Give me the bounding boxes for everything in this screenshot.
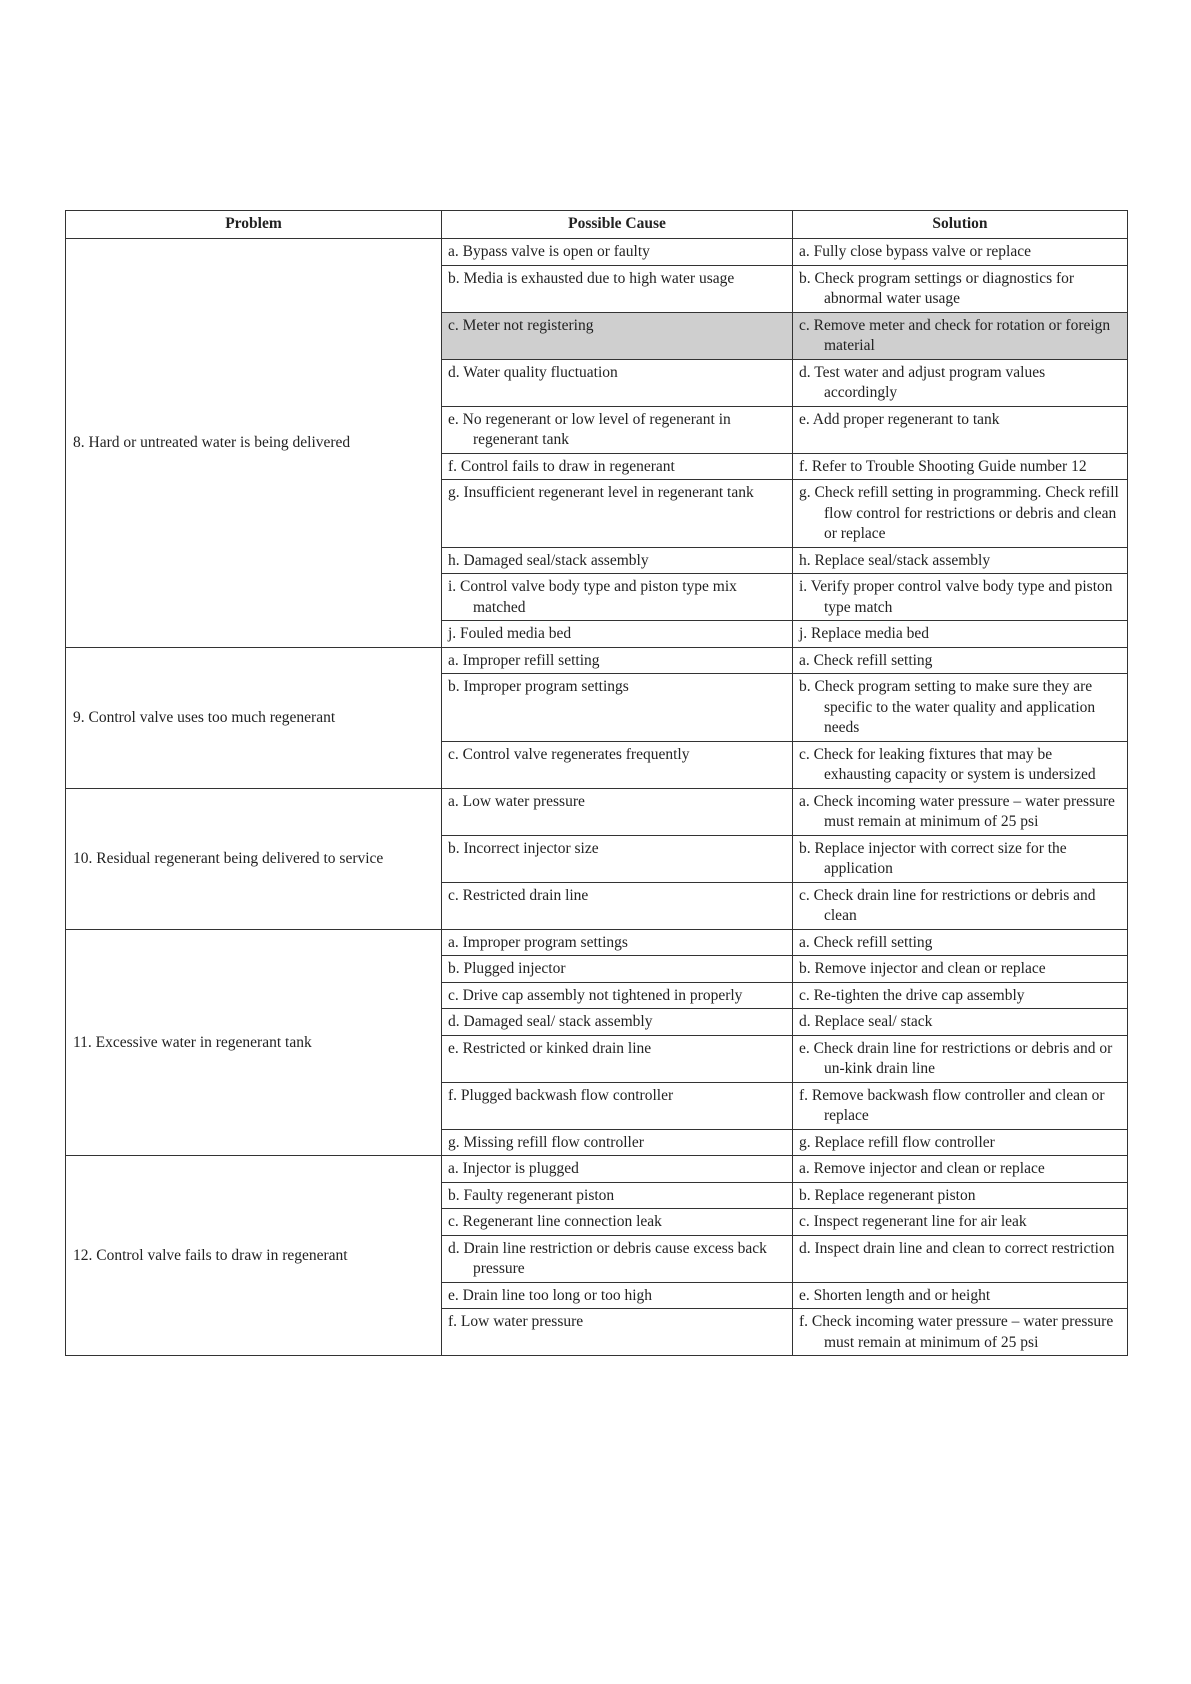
problem-cell: 9. Control valve uses too much regenerant: [66, 647, 442, 788]
cause-cell: [442, 547, 793, 574]
solution-cell: [793, 1156, 1128, 1183]
header-solution: Solution: [793, 211, 1128, 239]
solution-text: b. Check program setting to make sure they are specific to the water quality and application needs: [799, 678, 1096, 736]
solution-text: a. Check incoming water pressure – water pressure must remain at minimum of 25 psi: [799, 792, 1115, 830]
solution-text: f. Refer to Trouble Shooting Guide number 12: [799, 457, 1087, 475]
table-body: [66, 239, 1128, 1356]
cause-text: i. Control valve body type and piston type mix matched: [448, 578, 737, 616]
cause-text: c. Drive cap assembly not tightened in properly: [448, 986, 743, 1004]
solution-cell: [793, 929, 1128, 956]
solution-cell: [793, 359, 1128, 406]
cause-cell: [442, 1282, 793, 1309]
cause-cell: [442, 647, 793, 674]
cause-cell: [442, 1209, 793, 1236]
cause-text: b. Plugged injector: [448, 960, 566, 977]
troubleshooting-table: [65, 210, 1128, 1356]
solution-cell: [793, 312, 1128, 359]
solution-cell: [793, 982, 1128, 1009]
cause-cell: [442, 574, 793, 621]
cause-cell: [442, 1182, 793, 1209]
solution-text: e. Shorten length and or height: [799, 1286, 991, 1304]
solution-text: a. Check refill setting: [799, 933, 933, 951]
cause-cell: [442, 239, 793, 266]
solution-text: j. Replace media bed: [799, 625, 929, 642]
cause-text: a. Low water pressure: [448, 792, 585, 810]
solution-cell: [793, 741, 1128, 788]
solution-text: c. Remove meter and check for rotation or foreign material: [799, 316, 1111, 354]
cause-text: a. Bypass valve is open or faulty: [448, 243, 650, 260]
header-problem: Problem: [66, 211, 442, 239]
cause-cell: [442, 1235, 793, 1282]
cause-cell: [442, 312, 793, 359]
cause-cell: [442, 929, 793, 956]
solution-text: b. Remove injector and clean or replace: [799, 960, 1046, 977]
solution-text: i. Verify proper control valve body type and piston type match: [799, 578, 1113, 616]
header-row: [66, 211, 1128, 239]
solution-text: a. Fully close bypass valve or replace: [799, 243, 1031, 260]
cause-cell: [442, 956, 793, 983]
cause-text: f. Control fails to draw in regenerant: [448, 457, 675, 475]
solution-text: g. Check refill setting in programming. Check refill flow control for restrictions or debris and clean or replace: [799, 484, 1119, 542]
solution-cell: [793, 265, 1128, 312]
solution-cell: [793, 406, 1128, 453]
cause-cell: [442, 621, 793, 648]
solution-cell: [793, 453, 1128, 480]
cause-text: c. Control valve regenerates frequently: [448, 745, 690, 763]
solution-text: f. Remove backwash flow controller and clean or replace: [799, 1086, 1105, 1124]
cause-text: b. Faulty regenerant piston: [448, 1186, 615, 1204]
solution-text: d. Test water and adjust program values accordingly: [799, 363, 1046, 401]
solution-cell: [793, 480, 1128, 548]
cause-text: g. Insufficient regenerant level in regenerant tank: [448, 484, 754, 501]
solution-text: c. Check for leaking fixtures that may be exhausting capacity or system is undersized: [799, 745, 1096, 783]
cause-cell: [442, 1129, 793, 1156]
solution-text: b. Check program settings or diagnostics for abnormal water usage: [799, 269, 1075, 307]
solution-text: f. Check incoming water pressure – water pressure must remain at minimum of 25 psi: [799, 1313, 1114, 1351]
cause-text: d. Drain line restriction or debris cause excess back pressure: [448, 1239, 767, 1277]
solution-cell: [793, 956, 1128, 983]
header-possible-cause: Possible Cause: [442, 211, 793, 239]
solution-cell: [793, 788, 1128, 835]
cause-text: f. Low water pressure: [448, 1313, 584, 1330]
solution-cell: [793, 1129, 1128, 1156]
cause-text: d. Water quality fluctuation: [448, 363, 618, 381]
cause-text: a. Improper refill setting: [448, 651, 600, 669]
cause-text: e. No regenerant or low level of regenerant in regenerant tank: [448, 410, 731, 448]
cause-cell: [442, 674, 793, 742]
cause-text: a. Injector is plugged: [448, 1160, 579, 1177]
solution-cell: [793, 1009, 1128, 1036]
cause-text: a. Improper program settings: [448, 933, 628, 951]
cause-cell: [442, 1009, 793, 1036]
cause-text: b. Improper program settings: [448, 678, 629, 695]
solution-text: e. Add proper regenerant to tank: [799, 410, 1000, 428]
cause-cell: [442, 480, 793, 548]
cause-cell: [442, 359, 793, 406]
solution-cell: [793, 1182, 1128, 1209]
solution-text: a. Check refill setting: [799, 651, 933, 669]
solution-text: b. Replace injector with correct size for the application: [799, 839, 1067, 877]
cause-cell: [442, 453, 793, 480]
solution-cell: [793, 1309, 1128, 1356]
table-row: [66, 647, 1128, 674]
solution-cell: [793, 1035, 1128, 1082]
cause-text: h. Damaged seal/stack assembly: [448, 551, 649, 569]
solution-cell: [793, 574, 1128, 621]
cause-text: g. Missing refill flow controller: [448, 1133, 644, 1151]
solution-text: g. Replace refill flow controller: [799, 1133, 995, 1151]
cause-cell: [442, 265, 793, 312]
solution-cell: [793, 835, 1128, 882]
cause-cell: [442, 741, 793, 788]
cause-text: c. Meter not registering: [448, 316, 594, 334]
cause-text: f. Plugged backwash flow controller: [448, 1086, 674, 1104]
solution-cell: [793, 547, 1128, 574]
cause-text: c. Restricted drain line: [448, 886, 589, 904]
problem-cell: 12. Control valve fails to draw in regenerant: [66, 1156, 442, 1356]
solution-cell: [793, 239, 1128, 266]
solution-cell: [793, 621, 1128, 648]
table-row: [66, 239, 1128, 266]
problem-cell: 8. Hard or untreated water is being delivered: [66, 239, 442, 648]
solution-cell: [793, 1082, 1128, 1129]
cause-text: e. Drain line too long or too high: [448, 1286, 653, 1304]
solution-text: d. Inspect drain line and clean to correct restriction: [799, 1239, 1115, 1257]
solution-cell: [793, 647, 1128, 674]
solution-text: d. Replace seal/ stack: [799, 1013, 933, 1030]
cause-text: d. Damaged seal/ stack assembly: [448, 1013, 653, 1030]
solution-cell: [793, 674, 1128, 742]
problem-cell: 11. Excessive water in regenerant tank: [66, 929, 442, 1156]
cause-cell: [442, 882, 793, 929]
solution-text: b. Replace regenerant piston: [799, 1186, 976, 1204]
solution-cell: [793, 882, 1128, 929]
solution-text: c. Check drain line for restrictions or debris and clean: [799, 886, 1096, 924]
cause-cell: [442, 1082, 793, 1129]
table-row: [66, 788, 1128, 835]
cause-text: j. Fouled media bed: [448, 625, 572, 642]
solution-text: a. Remove injector and clean or replace: [799, 1160, 1045, 1177]
cause-cell: [442, 788, 793, 835]
solution-text: e. Check drain line for restrictions or debris and or un-kink drain line: [799, 1039, 1113, 1077]
cause-cell: [442, 1309, 793, 1356]
cause-text: c. Regenerant line connection leak: [448, 1213, 662, 1230]
problem-cell: 10. Residual regenerant being delivered to service: [66, 788, 442, 929]
cause-text: e. Restricted or kinked drain line: [448, 1039, 652, 1057]
cause-cell: [442, 1035, 793, 1082]
table-header: [66, 211, 1128, 239]
solution-cell: [793, 1235, 1128, 1282]
cause-cell: [442, 406, 793, 453]
solution-text: c. Inspect regenerant line for air leak: [799, 1213, 1027, 1230]
solution-cell: [793, 1282, 1128, 1309]
cause-text: b. Incorrect injector size: [448, 839, 599, 857]
cause-text: b. Media is exhausted due to high water usage: [448, 269, 735, 287]
table-row: [66, 929, 1128, 956]
solution-cell: [793, 1209, 1128, 1236]
cause-cell: [442, 982, 793, 1009]
cause-cell: [442, 1156, 793, 1183]
solution-text: c. Re-tighten the drive cap assembly: [799, 986, 1025, 1004]
cause-cell: [442, 835, 793, 882]
solution-text: h. Replace seal/stack assembly: [799, 551, 991, 569]
table-row: [66, 1156, 1128, 1183]
